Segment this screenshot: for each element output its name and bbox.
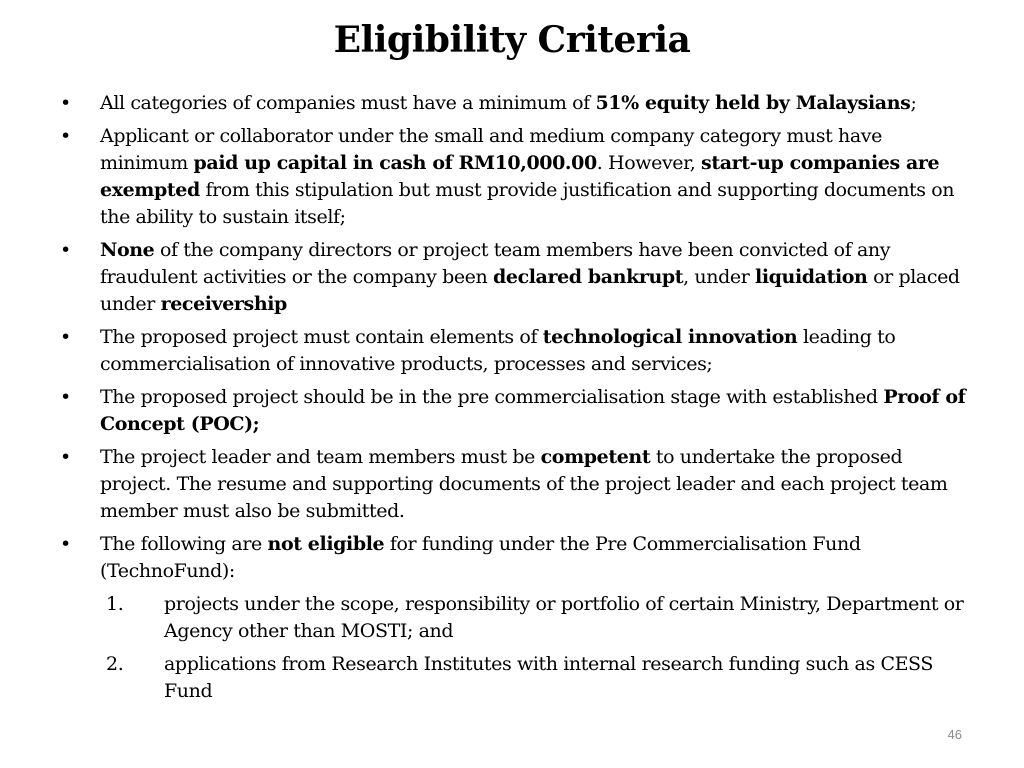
exclusion-text: applications from Research Institutes with internal research funding such as CESS Fund [164,653,933,702]
criterion-text: ; [910,92,917,114]
bullet-icon: • [60,446,71,468]
bullet-icon: • [60,386,71,408]
criterion-equity [56,90,968,117]
criterion-emphasis: liquidation [755,266,868,288]
bullet-icon: • [60,533,71,555]
criterion-capital [56,123,968,231]
criterion-text: , under [683,266,756,288]
bullet-icon: • [60,125,71,147]
criterion-emphasis: paid up capital in cash of RM10,000.00 [193,152,597,174]
criterion-emphasis: 51% equity held by Malaysians [595,92,911,114]
criterion-emphasis: Proof of Concept (POC); [100,386,966,435]
criterion-text: The proposed project should be in the pre commercialisation stage with established [100,386,884,408]
criterion-text: The following are [100,533,268,555]
criterion-innovation [56,324,968,378]
criterion-text: . However, [596,152,702,174]
criterion-emphasis: None [100,239,155,261]
criterion-text: All categories of companies must have a minimum of [100,92,596,114]
criterion-not-eligible [56,531,968,585]
criteria-list [56,90,968,711]
item-number: 1. [106,593,124,615]
slide-number: 46 [947,727,962,742]
criterion-text: Applicant or collaborator under the small and medium company category must have minimum [100,125,882,174]
criterion-text: of the company directors or project team members have been convicted of any fraudulent activities or the company been [100,239,891,288]
criterion-text: from this stipulation but must provide justification and supporting documents on the ability to sustain itself; [100,179,955,228]
criterion-competency [56,444,968,525]
criterion-emphasis: not eligible [267,533,385,555]
criterion-text: for funding under the Pre Commercialisation Fund (TechnoFund): [100,533,861,582]
criterion-directors [56,237,968,318]
slide-title: Eligibility Criteria [333,19,691,61]
exclusion-item [56,591,968,645]
bullet-icon: • [60,239,71,261]
criterion-emphasis: competent [540,446,651,468]
bullet-icon: • [60,326,71,348]
criterion-text: The proposed project must contain elements of [100,326,543,348]
criterion-text: to undertake the proposed project. The resume and supporting documents of the project leader and each project team member must also be submitted. [100,446,948,522]
item-number: 2. [106,653,124,675]
criterion-text: The project leader and team members must be [100,446,541,468]
criterion-emphasis: receivership [160,293,287,315]
exclusion-item [56,651,968,705]
exclusion-text: projects under the scope, responsibility or portfolio of certain Ministry, Department or Agency other than MOSTI; and [164,593,964,642]
criterion-emphasis: start-up companies are exempted [100,152,940,201]
criterion-poc [56,384,968,438]
criterion-emphasis: declared bankrupt [493,266,684,288]
criterion-emphasis: technological innovation [542,326,798,348]
criterion-text: or placed under [100,266,960,315]
criterion-text: leading to commercialisation of innovative products, processes and services; [100,326,896,375]
bullet-icon: • [60,92,71,114]
